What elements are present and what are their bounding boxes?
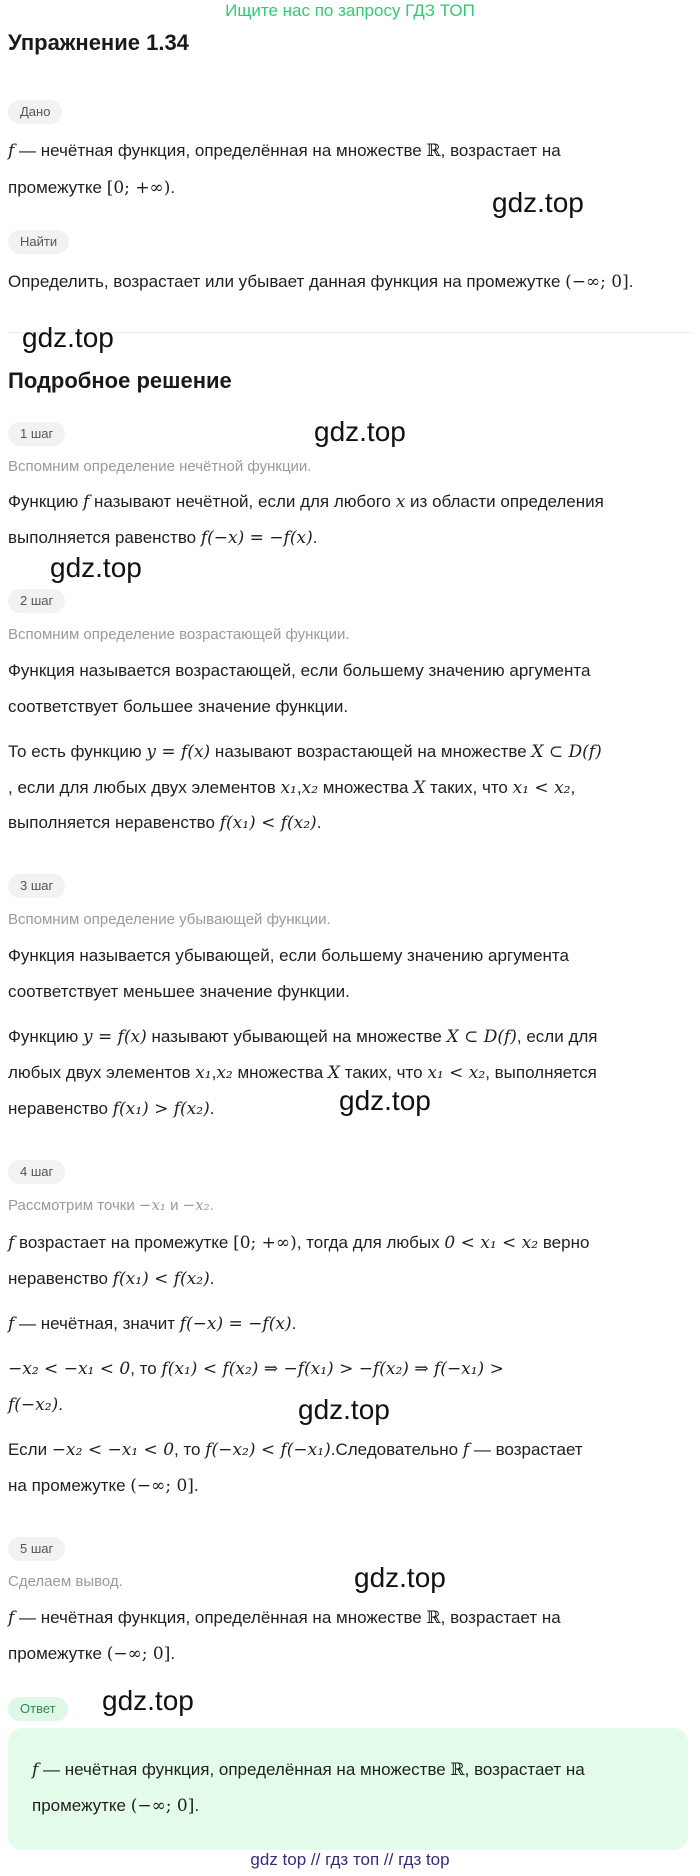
watermark: gdz.top [354, 1562, 446, 1593]
math-interval: [0; +∞) [106, 178, 171, 198]
text: Рассмотрим точки [8, 1197, 139, 1214]
text: промежутке [32, 1796, 131, 1815]
math-interval: (−∞; 0] [106, 1644, 171, 1664]
step4-line-6 [8, 1440, 583, 1460]
text: , возрастает на [440, 1608, 561, 1627]
text: множества [232, 1063, 328, 1082]
text: неравенство [8, 1269, 113, 1288]
watermark: gdz.top [314, 416, 406, 447]
math-formula: f(x₁) < f(x₂) [112, 1269, 210, 1289]
watermark: gdz.top [50, 552, 142, 583]
text: из области определения [405, 492, 604, 511]
step2-hint: Вспомним определение возрастающей функции. [8, 626, 350, 643]
math-f: f [32, 1760, 39, 1780]
math-formula: x₁ < x₂ [512, 778, 571, 798]
text: Функцию [8, 492, 83, 511]
step5-chip: 5 шаг [8, 1537, 65, 1561]
math-x2: x₂ [301, 778, 319, 798]
math-f: f [8, 141, 15, 161]
text: Функцию [8, 1027, 83, 1046]
math-formula: X ⊂ D(f) [446, 1027, 517, 1047]
text: таких, что [425, 778, 513, 797]
math-x1: x₁ [195, 1063, 212, 1083]
step2-line-1: Функция называется возрастающей, если большему значению аргумента [8, 661, 591, 680]
text: множества [318, 778, 414, 797]
math-f: f [8, 1233, 15, 1253]
math-formula: f(−x₂) < f(−x₁) [205, 1440, 331, 1460]
math-formula: f(−x₂) [8, 1395, 59, 1415]
find-chip: Найти [8, 230, 69, 254]
step3-line-1: Функция называется убывающей, если большему значению аргумента [8, 946, 569, 965]
text: . [209, 1269, 215, 1288]
math-f: f [8, 1314, 15, 1334]
step5-line-1 [8, 1608, 561, 1628]
top-banner[interactable]: Ищите нас по запросу ГДЗ ТОП [225, 1, 475, 20]
math-neg-x2: −x₂ [182, 1196, 210, 1214]
answer-chip: Ответ [8, 1697, 68, 1721]
step3-line-3 [8, 1027, 598, 1047]
text: , тогда для любых [296, 1233, 445, 1252]
math-f: f [8, 1608, 15, 1628]
step2-line-5 [8, 813, 321, 833]
step4-line-4 [8, 1359, 504, 1379]
text: , возрастает на [440, 141, 561, 160]
math-formula: −x₂ < −x₁ < 0 [8, 1359, 131, 1379]
step2-line-4 [8, 778, 575, 798]
math-reals: ℝ [450, 1760, 465, 1780]
text: — нечётная, значит [14, 1314, 180, 1333]
step3-line-5 [8, 1099, 214, 1119]
math-formula: f(−x) = −f(x) [179, 1314, 292, 1334]
step2-line-2: соответствует большее значение функции. [8, 697, 349, 716]
text: То есть функцию [8, 742, 147, 761]
text: Если [8, 1440, 52, 1459]
given-line-1 [8, 141, 561, 161]
math-formula: f(x₁) < f(x₂) [219, 813, 317, 833]
text: . [170, 1644, 176, 1663]
text: верно [538, 1233, 590, 1252]
math-x2: x₂ [216, 1063, 233, 1083]
text: — нечётная функция, определённая на множестве [38, 1760, 451, 1779]
text: неравенство [8, 1099, 113, 1118]
text: , [570, 778, 576, 797]
text: возрастает на промежутке [14, 1233, 234, 1252]
text: , если для [516, 1027, 598, 1046]
text: . [312, 528, 318, 547]
text: . [170, 178, 176, 197]
find-line [8, 272, 633, 292]
text: , то [130, 1359, 162, 1378]
text: на промежутке [8, 1476, 131, 1495]
text: Определить, возрастает или убывает данная функция на промежутке [8, 272, 566, 291]
text: .Следовательно [330, 1440, 463, 1459]
step1-hint: Вспомним определение нечётной функции. [8, 458, 312, 475]
text: . [58, 1395, 63, 1414]
step4-hint [8, 1196, 214, 1214]
watermark: gdz.top [22, 322, 114, 353]
math-formula: X ⊂ D(f) [531, 742, 602, 762]
footer-links[interactable]: gdz top // гдз топ // гдз top [250, 1850, 450, 1869]
step4-line-1 [8, 1233, 589, 1253]
text: — нечётная функция, определённая на множестве [14, 1608, 427, 1627]
text: . [291, 1314, 297, 1333]
step3-line-2: соответствует меньшее значение функции. [8, 982, 350, 1001]
math-neg-x1: −x₁ [138, 1196, 166, 1214]
text: называют нечётной, если для любого [89, 492, 396, 511]
step5-line-2 [8, 1644, 175, 1664]
step1-line-1 [8, 492, 604, 512]
math-x1: x₁ [280, 778, 297, 798]
text: , [296, 778, 302, 797]
text: выполняется неравенство [8, 813, 220, 832]
text: любых двух элементов [8, 1063, 196, 1082]
text: , то [174, 1440, 206, 1459]
math-formula: f(x₁) > f(x₂) [112, 1099, 210, 1119]
answer-box [8, 1728, 688, 1850]
math-interval: [0; +∞) [233, 1233, 297, 1253]
text: . [628, 272, 634, 291]
watermark: gdz.top [492, 187, 584, 218]
text: , выполняется [485, 1063, 597, 1082]
math-formula: y = f(x) [146, 742, 211, 762]
step2-chip: 2 шаг [8, 589, 65, 613]
text: , возрастает на [464, 1760, 585, 1779]
answer-line-2 [32, 1796, 199, 1816]
math-interval: (−∞; 0] [130, 1796, 195, 1816]
watermark: gdz.top [102, 1685, 194, 1716]
text: . [209, 1099, 215, 1118]
step1-line-2 [8, 528, 317, 548]
given-chip: Дано [8, 100, 62, 124]
math-X: X [327, 1063, 341, 1083]
math-X: X [413, 778, 426, 798]
math-formula: f(−x) = −f(x) [200, 528, 313, 548]
text: . [316, 813, 322, 832]
text: таких, что [340, 1063, 428, 1082]
math-formula: f(x₁) < f(x₂) ⇒ −f(x₁) > −f(x₂) ⇒ f(−x₁) > [161, 1359, 504, 1379]
solution-title: Подробное решение [8, 368, 232, 393]
math-x: x [395, 492, 406, 512]
text: , если для любых двух элементов [8, 778, 281, 797]
text: и [165, 1197, 183, 1214]
math-formula: x₁ < x₂ [427, 1063, 486, 1083]
step4-line-7 [8, 1476, 199, 1496]
step3-line-4 [8, 1063, 597, 1083]
step4-line-2 [8, 1269, 214, 1289]
text: называют убывающей на множестве [146, 1027, 447, 1046]
step4-line-3 [8, 1314, 296, 1334]
text: , [211, 1063, 217, 1082]
text: . [194, 1796, 200, 1815]
watermark: gdz.top [298, 1394, 390, 1425]
given-line-2 [8, 178, 175, 198]
step1-chip: 1 шаг [8, 422, 65, 446]
math-reals: ℝ [426, 1608, 441, 1628]
math-interval: (−∞; 0] [130, 1476, 194, 1496]
step2-line-3 [8, 742, 602, 762]
watermark: gdz.top [339, 1085, 431, 1116]
text: выполняется равенство [8, 528, 201, 547]
step3-hint: Вспомним определение убывающей функции. [8, 911, 331, 928]
step4-chip: 4 шаг [8, 1160, 65, 1184]
answer-line-1 [32, 1760, 585, 1780]
text: . [209, 1197, 214, 1214]
text: — возрастает [469, 1440, 583, 1459]
math-formula: y = f(x) [82, 1027, 147, 1047]
math-f: f [462, 1440, 470, 1460]
math-f: f [82, 492, 90, 512]
text: . [193, 1476, 199, 1495]
text: называют возрастающей на множестве [210, 742, 532, 761]
math-formula: −x₂ < −x₁ < 0 [51, 1440, 175, 1460]
step4-line-5 [8, 1395, 63, 1415]
step3-chip: 3 шаг [8, 874, 65, 898]
text: — нечётная функция, определённая на множестве [14, 141, 427, 160]
math-reals: ℝ [426, 141, 441, 161]
math-interval: (−∞; 0] [565, 272, 629, 292]
page-title: Упражнение 1.34 [8, 30, 189, 55]
text: промежутке [8, 178, 107, 197]
text: промежутке [8, 1644, 107, 1663]
math-formula: 0 < x₁ < x₂ [444, 1233, 539, 1253]
step5-hint: Сделаем вывод. [8, 1573, 123, 1590]
